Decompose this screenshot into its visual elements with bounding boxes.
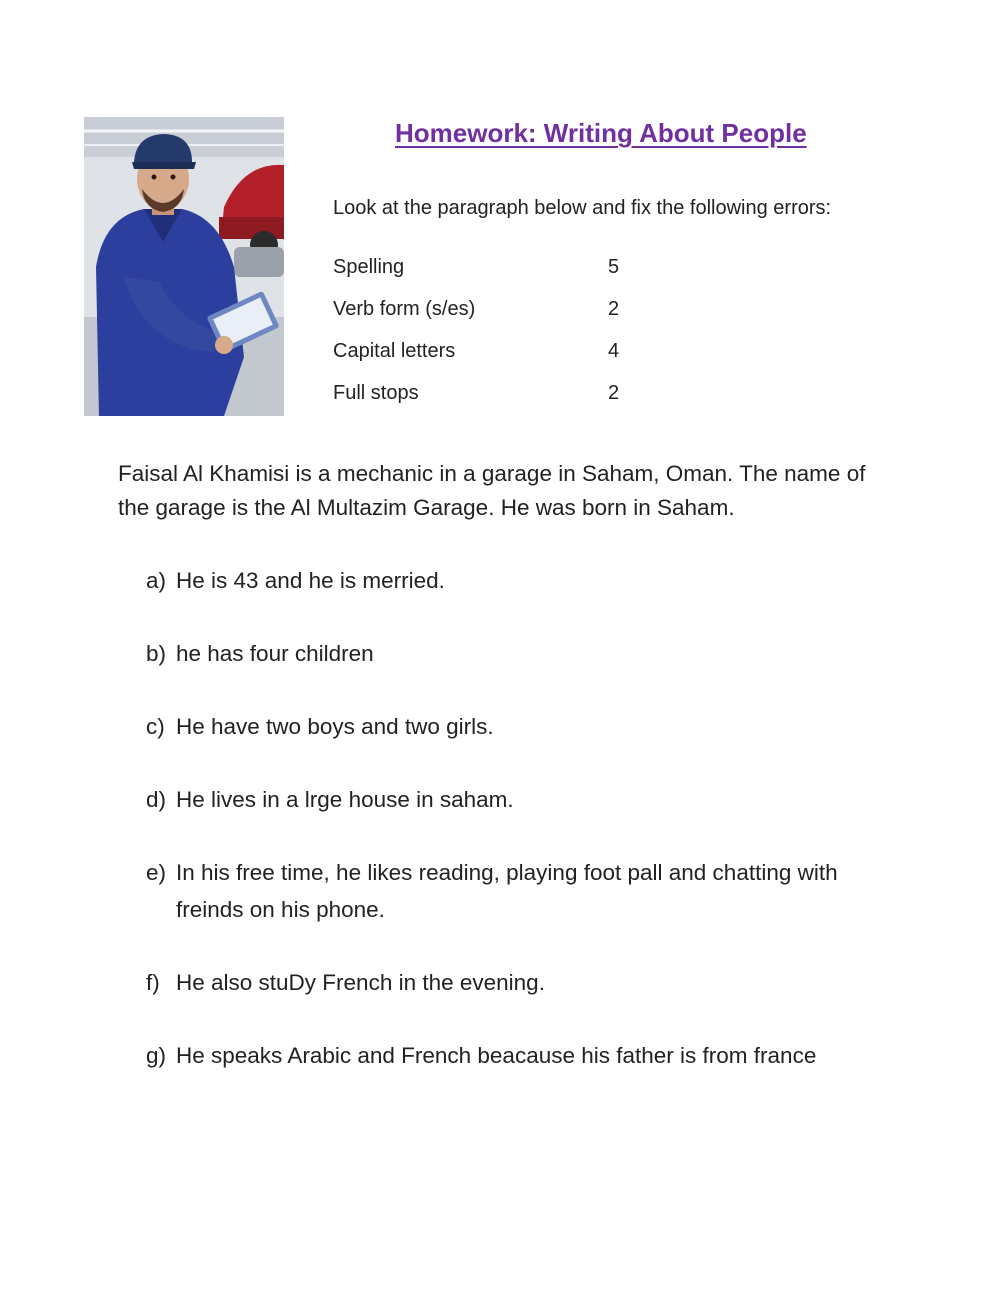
error-list — [333, 256, 653, 424]
sentence-list — [146, 562, 906, 1074]
mechanic-photo-icon — [84, 117, 284, 416]
item-letter: d) — [146, 787, 167, 812]
list-item — [146, 1037, 906, 1074]
item-text: He lives in a lrge house in saham. — [176, 787, 514, 812]
error-count: 2 — [608, 382, 620, 404]
intro-paragraph: Faisal Al Khamisi is a mechanic in a garage in Saham, Oman. The name of the garage is the Al Multazim Garage. He was born in Saham. — [118, 461, 866, 520]
error-row-capital-letters — [333, 340, 653, 382]
error-count: 5 — [608, 256, 620, 278]
error-name: Verb form (s/es) — [333, 298, 476, 320]
list-item — [146, 635, 906, 672]
error-row-verb-form — [333, 298, 653, 340]
error-name: Spelling — [333, 256, 405, 278]
list-item — [146, 781, 906, 818]
instruction-text: Look at the paragraph below and fix the following errors: — [333, 197, 832, 219]
item-text: He is 43 and he is merried. — [176, 568, 445, 593]
item-letter: g) — [146, 1043, 167, 1068]
item-letter: c) — [146, 714, 165, 739]
item-text: He have two boys and two girls. — [176, 714, 494, 739]
item-letter: a) — [146, 568, 167, 593]
list-item — [146, 562, 906, 599]
list-item — [146, 708, 906, 745]
error-row-spelling — [333, 256, 653, 298]
error-name: Full stops — [333, 382, 419, 404]
item-text: In his free time, he likes reading, playing foot pall and chatting with freinds on his phone. — [176, 860, 838, 922]
error-count: 4 — [608, 340, 620, 362]
item-letter: b) — [146, 641, 167, 666]
list-item — [146, 964, 906, 1001]
error-name: Capital letters — [333, 340, 456, 362]
error-count: 2 — [608, 298, 620, 320]
item-letter: e) — [146, 860, 167, 885]
item-text: he has four children — [176, 641, 374, 666]
mechanic-photo — [84, 117, 284, 416]
item-text: He speaks Arabic and French beacause his father is from france — [176, 1043, 817, 1068]
item-text: He also stuDy French in the evening. — [176, 970, 545, 995]
page-title: Homework: Writing About People — [395, 118, 807, 148]
error-row-full-stops — [333, 382, 653, 424]
list-item — [146, 854, 906, 928]
item-letter: f) — [146, 970, 160, 995]
